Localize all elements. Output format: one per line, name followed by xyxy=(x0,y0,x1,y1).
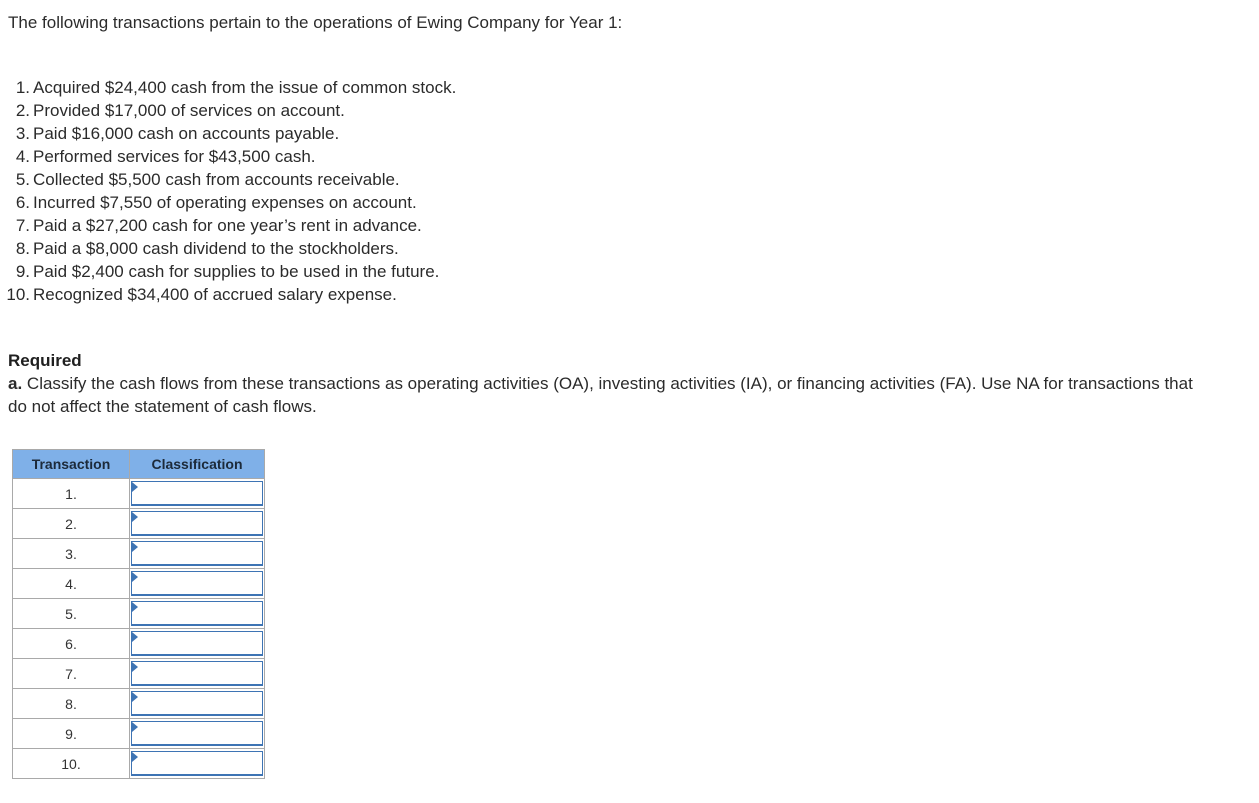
table-header-row xyxy=(13,450,265,479)
classification-dropdown[interactable] xyxy=(131,601,263,626)
transaction-item xyxy=(0,191,456,214)
transaction-number-cell: 10. xyxy=(13,749,130,779)
table-row xyxy=(13,719,265,749)
transaction-text: Provided $17,000 of services on account. xyxy=(33,101,345,120)
transaction-item xyxy=(0,168,456,191)
transaction-item xyxy=(0,260,456,283)
classification-cell xyxy=(130,509,265,539)
transaction-number-cell: 5. xyxy=(13,599,130,629)
classification-dropdown[interactable] xyxy=(131,751,263,776)
transaction-number: 10. xyxy=(6,285,30,304)
transaction-item xyxy=(0,214,456,237)
classification-dropdown[interactable] xyxy=(131,691,263,716)
transaction-number: 4. xyxy=(15,147,30,166)
transaction-text: Paid a $8,000 cash dividend to the stockholders. xyxy=(33,239,399,258)
transaction-text: Paid a $27,200 cash for one year’s rent in advance. xyxy=(33,216,422,235)
transaction-text: Performed services for $43,500 cash. xyxy=(33,147,316,166)
transaction-text: Paid $16,000 cash on accounts payable. xyxy=(33,124,340,143)
transaction-text: Incurred $7,550 of operating expenses on account. xyxy=(33,193,417,212)
classification-cell xyxy=(130,689,265,719)
transaction-number: 3. xyxy=(15,124,30,143)
transaction-text: Paid $2,400 cash for supplies to be used in the future. xyxy=(33,262,440,281)
transaction-number: 2. xyxy=(15,101,30,120)
dropdown-triangle-icon xyxy=(132,632,138,642)
classification-dropdown[interactable] xyxy=(131,481,263,506)
dropdown-triangle-icon xyxy=(132,692,138,702)
table-row xyxy=(13,539,265,569)
classification-dropdown[interactable] xyxy=(131,571,263,596)
classification-dropdown[interactable] xyxy=(131,661,263,686)
table-row xyxy=(13,749,265,779)
dropdown-triangle-icon xyxy=(132,572,138,582)
classification-column-header: Classification xyxy=(130,450,265,479)
classification-cell xyxy=(130,539,265,569)
part-text: Classify the cash flows from these transactions as operating activities (OA), investing activities (IA), or financing activities (FA). Use NA for transactions that do not affect the statement of cash flows. xyxy=(8,374,1193,416)
dropdown-triangle-icon xyxy=(132,722,138,732)
transaction-number: 7. xyxy=(15,216,30,235)
transaction-number: 8. xyxy=(15,239,30,258)
table-row xyxy=(13,629,265,659)
transaction-item xyxy=(0,76,456,99)
dropdown-triangle-icon xyxy=(132,752,138,762)
classification-cell xyxy=(130,569,265,599)
required-heading: Required xyxy=(8,351,82,370)
transaction-number-cell: 3. xyxy=(13,539,130,569)
classification-cell xyxy=(130,599,265,629)
required-instructions xyxy=(8,372,1208,418)
table-row xyxy=(13,569,265,599)
dropdown-triangle-icon xyxy=(132,602,138,612)
classification-cell xyxy=(130,749,265,779)
transaction-text: Recognized $34,400 of accrued salary expense. xyxy=(33,285,397,304)
classification-cell xyxy=(130,629,265,659)
classification-cell xyxy=(130,479,265,509)
dropdown-triangle-icon xyxy=(132,482,138,492)
classification-cell xyxy=(130,719,265,749)
transaction-number-cell: 9. xyxy=(13,719,130,749)
transaction-item xyxy=(0,283,456,306)
dropdown-triangle-icon xyxy=(132,512,138,522)
table-row xyxy=(13,599,265,629)
transaction-number-cell: 2. xyxy=(13,509,130,539)
table-row xyxy=(13,479,265,509)
classification-dropdown[interactable] xyxy=(131,541,263,566)
transaction-item xyxy=(0,145,456,168)
transaction-number-cell: 1. xyxy=(13,479,130,509)
intro-text: The following transactions pertain to the operations of Ewing Company for Year 1: xyxy=(8,13,623,32)
transaction-number: 1. xyxy=(15,78,30,97)
classification-cell xyxy=(130,659,265,689)
classification-dropdown[interactable] xyxy=(131,721,263,746)
transaction-list xyxy=(0,76,456,306)
table-row xyxy=(13,509,265,539)
transaction-item xyxy=(0,237,456,260)
dropdown-triangle-icon xyxy=(132,542,138,552)
required-section xyxy=(8,349,1208,418)
transaction-text: Acquired $24,400 cash from the issue of common stock. xyxy=(33,78,457,97)
transaction-number-cell: 4. xyxy=(13,569,130,599)
classification-dropdown[interactable] xyxy=(131,631,263,656)
part-label: a. xyxy=(8,374,23,393)
transaction-item xyxy=(0,122,456,145)
classification-table xyxy=(12,449,265,779)
transaction-column-header: Transaction xyxy=(13,450,130,479)
transaction-number: 9. xyxy=(15,262,30,281)
dropdown-triangle-icon xyxy=(132,662,138,672)
table-row xyxy=(13,659,265,689)
transaction-number-cell: 8. xyxy=(13,689,130,719)
table-row xyxy=(13,689,265,719)
transaction-number-cell: 7. xyxy=(13,659,130,689)
transaction-number: 6. xyxy=(15,193,30,212)
transaction-item xyxy=(0,99,456,122)
transaction-text: Collected $5,500 cash from accounts receivable. xyxy=(33,170,400,189)
transaction-number-cell: 6. xyxy=(13,629,130,659)
classification-dropdown[interactable] xyxy=(131,511,263,536)
transaction-number: 5. xyxy=(15,170,30,189)
